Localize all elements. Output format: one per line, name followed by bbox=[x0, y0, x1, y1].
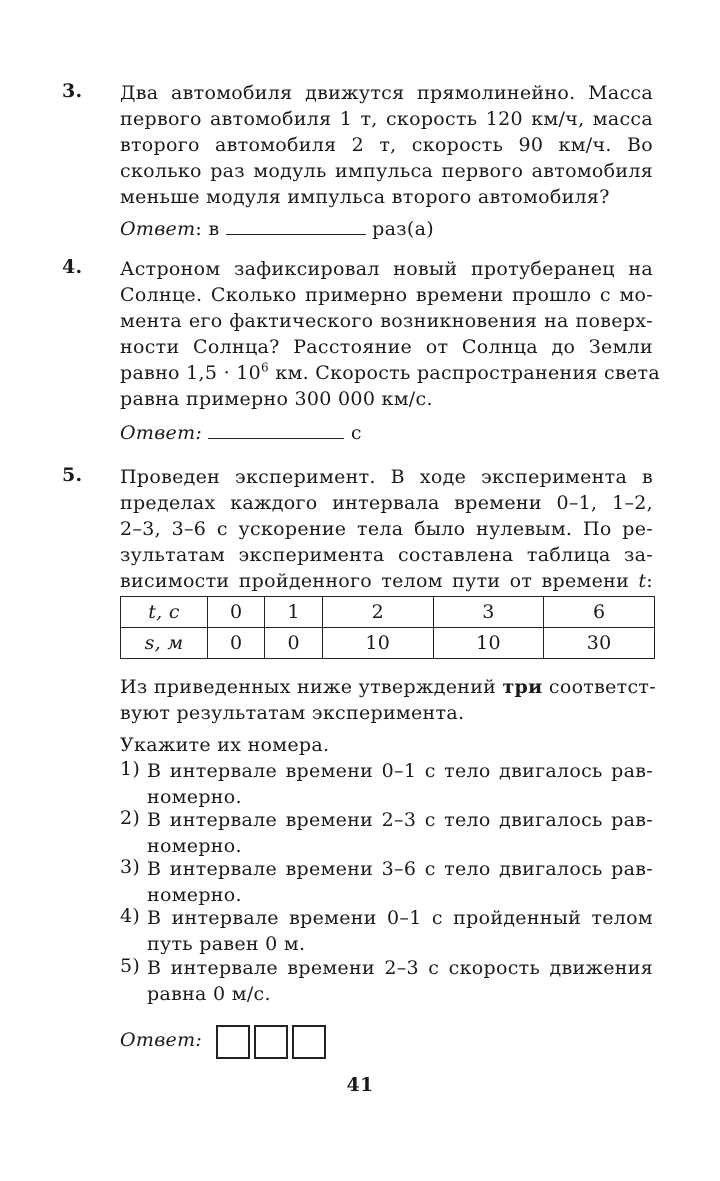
text-line: равна примерно 300 000 км/с. bbox=[120, 388, 433, 410]
text-line: Солнце. Сколько примерно времени прошло с мо- bbox=[120, 284, 653, 306]
text-line: Укажите их номера. bbox=[120, 734, 330, 756]
option-number: 1) bbox=[120, 758, 141, 780]
option-number: 5) bbox=[120, 955, 141, 977]
text-line: номерно. bbox=[147, 835, 242, 857]
text-line bbox=[120, 360, 660, 386]
table-cell: 10 bbox=[433, 628, 544, 659]
problem-text bbox=[120, 80, 653, 210]
text-fragment: : bbox=[646, 570, 653, 592]
answer-blank[interactable] bbox=[226, 216, 366, 235]
text-line bbox=[120, 674, 656, 700]
problem-number: 3. bbox=[62, 80, 83, 102]
answer-box[interactable] bbox=[254, 1025, 288, 1059]
text-line: В интервале времени 0–1 с пройденный телом bbox=[147, 907, 653, 929]
text-line: номерно. bbox=[147, 884, 242, 906]
answer-label: Ответ: bbox=[120, 1029, 203, 1051]
table-cell: 1 bbox=[265, 597, 322, 628]
text-line: первого автомобиля 1 т, скорость 120 км/ч, масса bbox=[120, 108, 653, 130]
answer-boxes bbox=[216, 1021, 330, 1061]
table-cell: 6 bbox=[544, 597, 655, 628]
answer-field bbox=[120, 1020, 330, 1060]
text-fragment: соответст- bbox=[542, 676, 656, 698]
text-line: путь равен 0 м. bbox=[147, 933, 306, 955]
text-fragment: висимости пройденного телом пути от времени bbox=[120, 570, 639, 592]
answer-label: Ответ bbox=[120, 218, 196, 240]
text-line: сколько раз модуль импульса первого автомобиля bbox=[120, 160, 653, 182]
text-fragment: равно 1,5 · 10 bbox=[120, 362, 262, 384]
table-row bbox=[121, 628, 655, 659]
text-line: ности Солнца? Расстояние от Солнца до Земли bbox=[120, 336, 653, 358]
text-line: зультатам эксперимента составлена таблица за- bbox=[120, 544, 653, 566]
text-line: В интервале времени 2–3 с тело двигалось рав- bbox=[147, 809, 653, 831]
page-number: 41 bbox=[346, 1074, 374, 1096]
table-cell: 0 bbox=[265, 628, 322, 659]
row-header: t, c bbox=[121, 597, 208, 628]
text-line: пределах каждого интервала времени 0–1, 1–2, bbox=[120, 492, 653, 514]
table-row bbox=[121, 597, 655, 628]
text-line: мента его фактического возникновения на поверх- bbox=[120, 310, 653, 332]
table-cell: 30 bbox=[544, 628, 655, 659]
answer-suffix: раз(а) bbox=[372, 218, 434, 240]
text-line: второго автомобиля 2 т, скорость 90 км/ч. Во bbox=[120, 134, 653, 156]
problem-text bbox=[120, 464, 653, 594]
distance-time-table bbox=[120, 596, 655, 659]
text-line: В интервале времени 3–6 с тело двигалось рав- bbox=[147, 858, 653, 880]
table-cell: 0 bbox=[208, 597, 265, 628]
text-fragment: км. Скорость распространения света bbox=[268, 362, 660, 384]
emphasis: три bbox=[502, 676, 543, 698]
answer-suffix: с bbox=[350, 422, 362, 444]
text-line: В интервале времени 2–3 с скорость движения bbox=[147, 957, 653, 979]
text-line: вуют результатам эксперимента. bbox=[120, 702, 465, 724]
table-cell: 2 bbox=[322, 597, 433, 628]
answer-prefix: : в bbox=[195, 218, 220, 240]
option-number: 3) bbox=[120, 856, 141, 878]
answer-box[interactable] bbox=[292, 1025, 326, 1059]
answer-blank[interactable] bbox=[208, 420, 344, 439]
row-header: s, м bbox=[121, 628, 208, 659]
answer-field bbox=[120, 216, 434, 242]
text-line: номерно. bbox=[147, 786, 242, 808]
text-fragment: Из приведенных ниже утверждений bbox=[120, 676, 503, 698]
text-line: меньше модуля импульса второго автомобиля? bbox=[120, 186, 610, 208]
text-line: равна 0 м/с. bbox=[147, 983, 271, 1005]
answer-box[interactable] bbox=[216, 1025, 250, 1059]
problem-text bbox=[120, 256, 660, 412]
statements-intro bbox=[120, 674, 656, 726]
instruction bbox=[120, 732, 653, 758]
text-line: Астроном зафиксировал новый протуберанец на bbox=[120, 258, 653, 280]
text-line: В интервале времени 0–1 с тело двигалось рав- bbox=[147, 760, 653, 782]
option-number: 4) bbox=[120, 905, 141, 927]
text-line bbox=[120, 568, 653, 594]
text-line: 2–3, 3–6 с ускорение тела было нулевым. По ре- bbox=[120, 518, 653, 540]
table-cell: 0 bbox=[208, 628, 265, 659]
problem-number: 4. bbox=[62, 256, 83, 278]
table-cell: 10 bbox=[322, 628, 433, 659]
variable: t bbox=[638, 570, 647, 592]
problem-number: 5. bbox=[62, 464, 83, 486]
option-number: 2) bbox=[120, 807, 141, 829]
exponent: 6 bbox=[261, 360, 269, 375]
text-line: Два автомобиля движутся прямолинейно. Масса bbox=[120, 82, 653, 104]
answer-label: Ответ: bbox=[120, 422, 203, 444]
table-cell: 3 bbox=[433, 597, 544, 628]
text-line: Проведен эксперимент. В ходе эксперимента в bbox=[120, 466, 653, 488]
answer-field bbox=[120, 420, 362, 446]
